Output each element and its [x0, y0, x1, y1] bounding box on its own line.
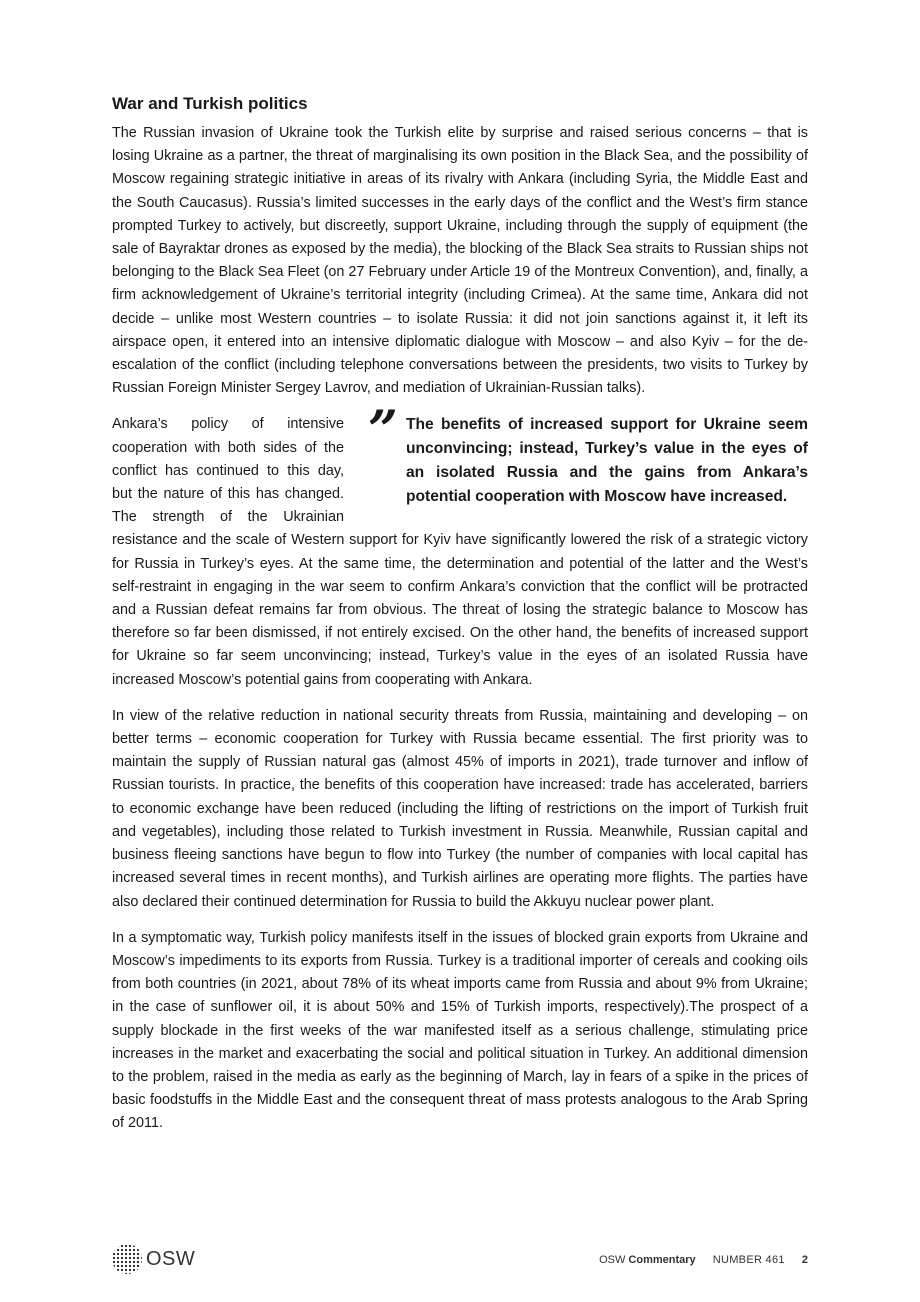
osw-logo: [112, 1244, 195, 1274]
page-number: 2: [801, 1254, 808, 1266]
publication-prefix: OSW: [599, 1254, 626, 1266]
paragraph-3: In view of the relative reduction in national security threats from Russia, maintaining and developing – on better terms – economic cooperation for Turkey with Russia became essential. The first priority was to maintain the supply of Russian natural gas (almost 45% of imports in 2021), trade turnover and inflow of Russian tourists. In practice, the benefits of this cooperation have increased: trade has accelerated, barriers to economic exchange have been reduced (including the lifting of restrictions on the import of Turkish fruit and vegetables), including those related to Turkish investment in Russia. Meanwhile, Russian capital and business fleeing sanctions have begun to flow into Turkey (the number of companies with local capital has increased several times in recent months), and Turkish airlines are operating more flights. The parties have also declared their continued determination for Russia to build the Akkuyu nuclear power plant.: [112, 707, 808, 910]
paragraph-1: The Russian invasion of Ukraine took the Turkish elite by surprise and raised serious concerns – that is losing Ukraine as a partner, the threat of marginalising its own position in the Black Sea, and the possibility of Moscow regaining strategic initiative in areas of its rivalry with Ankara (including Syria, the Middle East and the South Caucasus). Russia’s limited successes in the early days of the conflict and the West’s firm stance prompted Turkey to actively, but discreetly, support Ukraine, including through the supply of equipment (the sale of Bayraktar drones as exposed by the media), the blocking of the Black Sea straits to Russian ships not belonging to the Black Sea Fleet (on 27 February under Article 19 of the Montreux Convention), and, finally, a firm acknowledgement of Ukraine’s territorial integrity (including Crimea). At the same time, Ankara did not decide – unlike most Western countries – to isolate Russia: it did not join sanctions against it, it left its airspace open, it entered into an intensive diplomatic dialogue with Moscow – and also Kyiv – for the de-escalation of the conflict (including telephone conversations between the presidents, two visits to Turkey by Russian Foreign Minister Sergey Lavrov, and mediation of Ukrainian-Russian talks).: [112, 125, 808, 397]
article-page: [112, 92, 808, 1149]
quote-mark-icon: ”: [368, 400, 398, 462]
pull-quote: [362, 400, 808, 509]
page-footer: [112, 1240, 808, 1280]
paragraph-4: In a symptomatic way, Turkish policy manifests itself in the issues of blocked grain exports from Ukraine and Moscow’s impediments to its exports from Russia. Turkey is a traditional importer of cereals and cooking oils from both countries (in 2021, about 78% of its wheat imports came from Russia and about 9% from Ukraine; in the case of sunflower oil, it is about 50% and 15% of Turkish imports, respectively).The prospect of a supply blockade in the first weeks of the war manifested itself as a serious challenge, stimulating price increases in the market and exacerbating the social and political situation in Turkey. An additional dimension to the problem, raised in the media as early as the beginning of March, lay in fears of a spike in the prices of basic foodstuffs in the Middle East and the consequent threat of mass protests analogous to the Arab Spring of 2011.: [112, 929, 808, 1132]
paragraph-2: Ankara’s policy of intensive cooperation with both sides of the conflict has continued to this day, but the nature of this has changed. The strength of the Ukrainian resistance and the scale of Western support for Kyiv have significantly lowered the risk of a strategic victory for Russia in Turkey’s eyes. At the same time, the determination and potential of the latter and the West’s self-restraint in engaging in the war seem to confirm Ankara’s conviction that the conflict will be protracted and a Russian defeat remains far from obvious. The threat of losing the strategic balance to Moscow has therefore so far been dismissed, if not entirely excised. On the other hand, the benefits of increased support for Ukraine so far seem unconvincing; instead, Turkey’s value in the eyes of an isolated Russia have increased Moscow’s potential gains from cooperating with Ankara.: [112, 416, 808, 688]
logo-text: OSW: [146, 1247, 196, 1270]
globe-dots-icon: [112, 1244, 142, 1274]
footer-publication-info: [599, 1254, 808, 1266]
pull-quote-text: The benefits of increased support for Ukraine seem unconvincing; instead, Turkey’s value in the eyes of an isolated Russia and the gains from Ankara’s potential cooperation with Moscow have increased.: [406, 416, 808, 506]
publication-name: Commentary: [628, 1254, 696, 1266]
issue-number: NUMBER 461: [712, 1254, 785, 1266]
section-heading: War and Turkish politics: [112, 94, 308, 113]
